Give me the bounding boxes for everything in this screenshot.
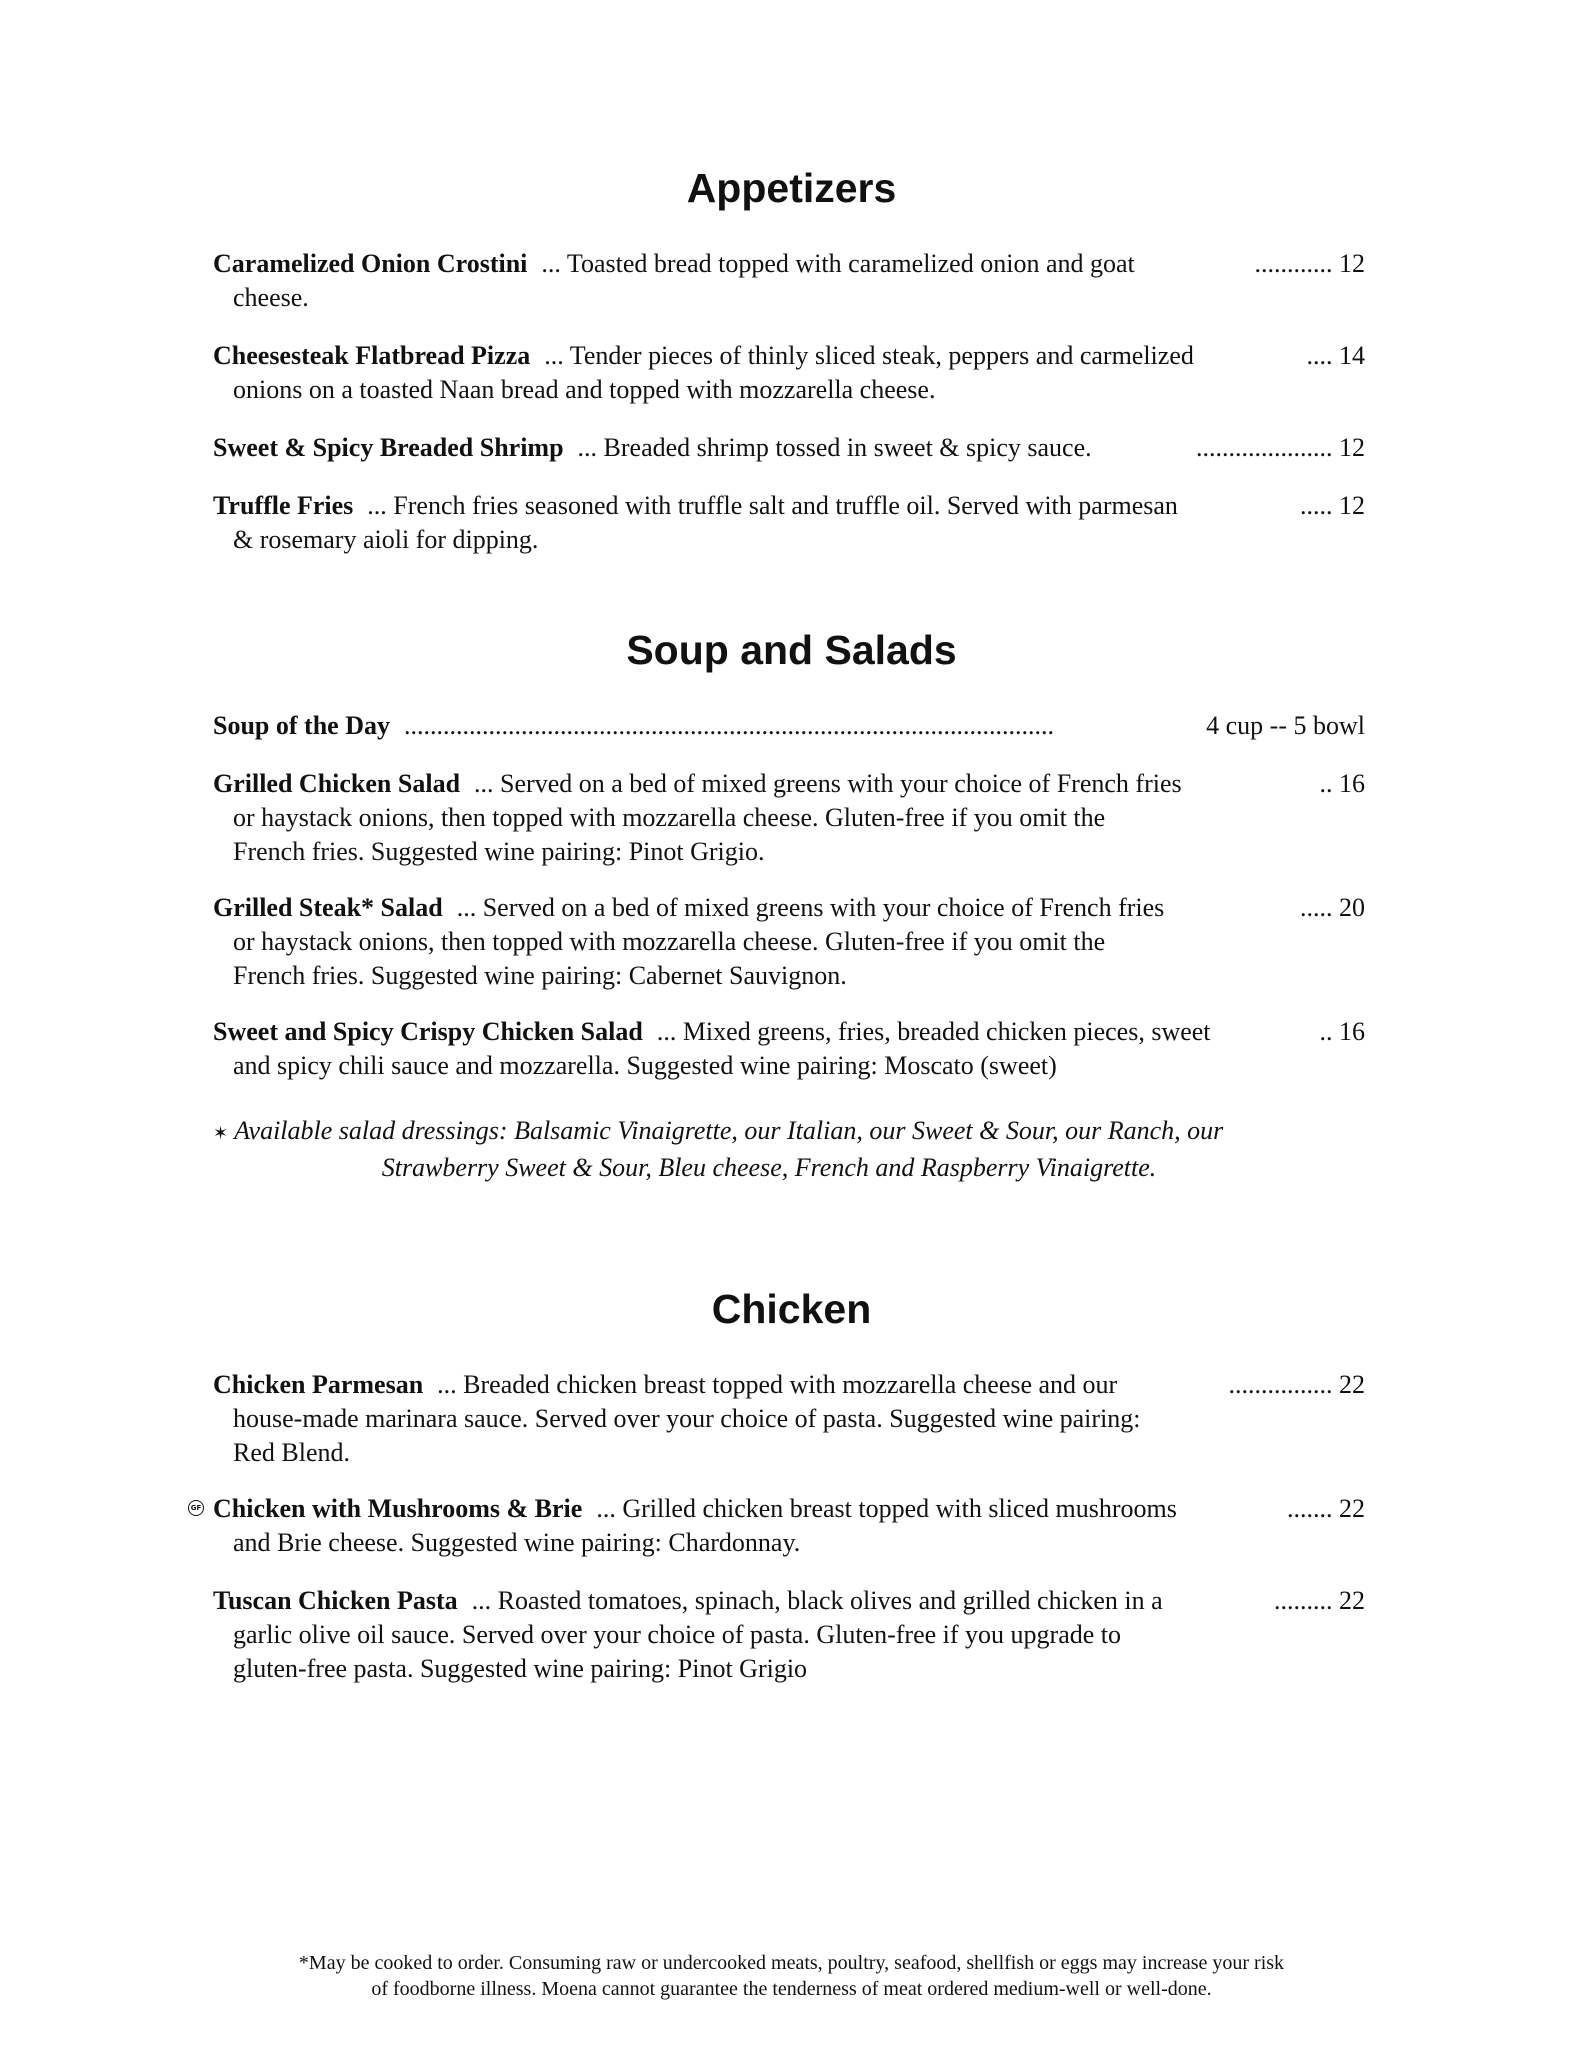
item-name: Truffle Fries [213,491,354,520]
item-name: Grilled Steak* Salad [213,893,443,922]
item-description-continued: or haystack onions, then topped with mozzarella cheese. Gluten-free if you omit the French fries. Suggested wine pairing: Pinot Grigio. [233,803,1106,866]
menu-item [213,1584,1365,1686]
item-name: Chicken with Mushrooms & Brie [213,1494,583,1523]
section-title-appetizers: Appetizers [686,165,897,211]
item-name: Sweet and Spicy Crispy Chicken Salad [213,1017,643,1046]
section-title-soup-and-salads: Soup and Salads [626,627,957,673]
menu-item [213,767,1365,869]
menu-item [213,339,1365,407]
item-price: .. 16 [1320,767,1366,801]
item-description: ... Roasted tomatoes, spinach, black olives and grilled chicken in a [471,1586,1163,1615]
item-description-continued: and spicy chili sauce and mozzarella. Suggested wine pairing: Moscato (sweet) [233,1051,1057,1080]
item-description-continued: house-made marinara sauce. Served over your choice of pasta. Suggested wine pairing: Red Blend. [233,1404,1141,1467]
item-description-continued: onions on a toasted Naan bread and topped with mozzarella cheese. [233,375,936,404]
item-name: Caramelized Onion Crostini [213,249,528,278]
item-description-continued: garlic olive oil sauce. Served over your choice of pasta. Gluten-free if you upgrade to gluten-free pasta. Suggested wine pairing: Pinot Grigio [233,1620,1121,1683]
item-price: ................ 22 [1229,1368,1366,1402]
item-name: Sweet & Spicy Breaded Shrimp [213,433,564,462]
item-description: ... Breaded shrimp tossed in sweet & spicy sauce. [577,433,1092,462]
menu-item [213,709,1365,743]
menu-item [213,1368,1365,1470]
item-name: Chicken Parmesan [213,1370,424,1399]
item-dot-leader: .................................................................................................... [403,711,1054,740]
item-price: ......... 22 [1274,1584,1365,1618]
item-description: ... Tender pieces of thinly sliced steak, peppers and carmelized [544,341,1194,370]
menu-item [213,247,1365,315]
item-price: 4 cup -- 5 bowl [1206,709,1365,743]
menu-item [213,489,1365,557]
menu-item [190,1492,1365,1560]
item-description: ... French fries seasoned with truffle salt and truffle oil. Served with parmesan [367,491,1178,520]
item-description: ... Served on a bed of mixed greens with your choice of French fries [474,769,1182,798]
footer-line-1: *May be cooked to order. Consuming raw or undercooked meats, poultry, seafood, shellfish or eggs may increase your risk [298,1952,1285,1974]
item-name: Grilled Chicken Salad [213,769,461,798]
dressings-line-1: Available salad dressings: Balsamic Vinaigrette, our Italian, our Sweet & Sour, our Ranch, our [234,1116,1224,1145]
item-price: ....... 22 [1287,1492,1365,1526]
dressings-line-2: Strawberry Sweet & Sour, Bleu cheese, French and Raspberry Vinaigrette. [381,1153,1157,1182]
menu-item [213,891,1365,993]
star-icon: ✶ [213,1123,229,1144]
footer-disclaimer [0,1950,1583,2002]
item-description-continued: cheese. [233,283,309,312]
item-name: Soup of the Day [213,711,390,740]
gluten-free-icon: GF [188,1500,204,1516]
item-description: ... Mixed greens, fries, breaded chicken pieces, sweet [656,1017,1211,1046]
item-price: .... 14 [1307,339,1366,373]
item-description: ... Grilled chicken breast topped with sliced mushrooms [596,1494,1177,1523]
menu-item [213,431,1365,465]
item-name: Tuscan Chicken Pasta [213,1586,458,1615]
item-description: ... Toasted bread topped with caramelized onion and goat [541,249,1135,278]
item-description: ... Breaded chicken breast topped with mozzarella cheese and our [437,1370,1118,1399]
item-description: ... Served on a bed of mixed greens with your choice of French fries [456,893,1165,922]
item-price: .. 16 [1320,1015,1366,1049]
footer-line-2: of foodborne illness. Moena cannot guarantee the tenderness of meat ordered medium-well or well-done. [371,1978,1212,2000]
item-price: ............ 12 [1255,247,1366,281]
item-description-continued: and Brie cheese. Suggested wine pairing: Chardonnay. [233,1528,801,1557]
section-title-chicken: Chicken [711,1286,872,1332]
item-name: Cheesesteak Flatbread Pizza [213,341,531,370]
menu-item [213,1015,1365,1083]
item-description-continued: & rosemary aioli for dipping. [233,525,539,554]
item-price: ..... 20 [1300,891,1365,925]
item-price: ..... 12 [1300,489,1365,523]
salad-dressings-note [213,1114,1365,1185]
item-description-continued: or haystack onions, then topped with mozzarella cheese. Gluten-free if you omit the French fries. Suggested wine pairing: Cabernet Sauvignon. [233,927,1106,990]
item-price: ..................... 12 [1196,431,1365,465]
